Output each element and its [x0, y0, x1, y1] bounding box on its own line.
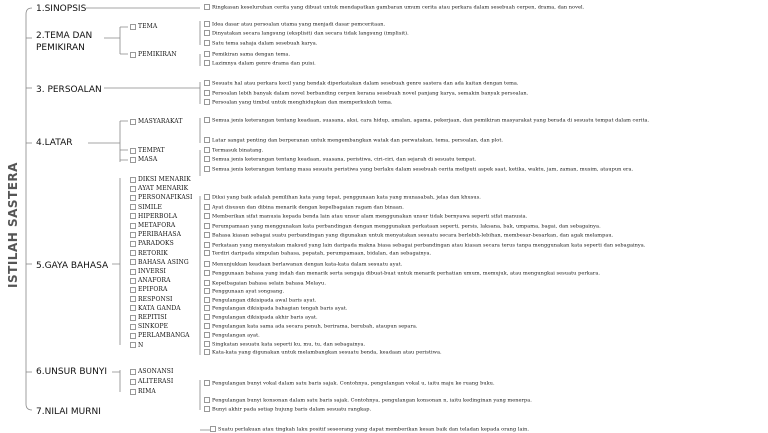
bullet-icon: [130, 296, 136, 302]
bullet-icon: [204, 270, 210, 276]
bullet-icon: [210, 426, 216, 432]
bullet-icon: [204, 137, 210, 143]
desc-persoalan-2: Persoalan lebih banyak dalam novel berbanding cerpen kerana sesebuah novel panjang karya, semakin banyak persoalan.: [204, 90, 528, 97]
sub-node-gaya-2: AYAT MENARIK: [130, 185, 188, 192]
bullet-icon: [204, 323, 210, 329]
sub-node-gaya-15: KATA GANDA: [130, 305, 181, 312]
bullet-icon: [204, 223, 210, 229]
bullet-icon: [204, 51, 210, 57]
bullet-icon: [130, 232, 136, 238]
root-title: [2, 150, 24, 300]
sub-node-gaya-1: DIKSI MENARIK: [130, 176, 191, 183]
sub-node-gaya-9: RETORIK: [130, 250, 168, 257]
bullet-icon: [204, 117, 210, 123]
bullet-icon: [130, 157, 136, 163]
bullet-icon: [204, 232, 210, 238]
bullet-icon: [204, 90, 210, 96]
bullet-icon: [130, 305, 136, 311]
sub-node-tempat: TEMPAT: [130, 147, 165, 154]
sub-node-masa: MASA: [130, 156, 157, 163]
sub-node-gaya-4: SIMILE: [130, 204, 162, 211]
category-latar: 4.LATAR: [36, 138, 73, 148]
bullet-icon: [130, 119, 136, 125]
desc-sinopsis: Ringkasan keseluruhan cerita yang dibuat untuk mendapatkan gambaran umum cerita atau perkara dalam sesebuah cerpen, drama, dan novel.: [204, 4, 584, 11]
bullet-icon: [204, 80, 210, 86]
bullet-icon: [130, 287, 136, 293]
sub-node-gaya-8: PARADOKS: [130, 240, 174, 247]
desc-gaya-16: Pengulangan ayat.: [204, 332, 260, 339]
bullet-icon: [130, 379, 136, 385]
bullet-icon: [204, 4, 210, 10]
bullet-icon: [130, 278, 136, 284]
desc-pemikiran-1: Pemikiran sama dengan tema.: [204, 51, 290, 58]
bullet-icon: [130, 148, 136, 154]
category-persoalan: 3. PERSOALAN: [36, 85, 102, 95]
sub-node-gaya-6: METAFORA: [130, 222, 175, 229]
bullet-icon: [130, 333, 136, 339]
desc-latar-peranan: Latar sangat penting dan berperanan untuk mengembangkan watak dan perwatakan, tema, persoalan, dan plot.: [204, 137, 503, 144]
bullet-icon: [130, 186, 136, 192]
desc-gaya-6: Perkataan yang menyatakan maksud yang lain daripada makna biasa sebagai perbandingan atau kiasan secara terus tanpa menggunakan kata seperti dan sebagainya.: [204, 242, 645, 249]
desc-gaya-12: Pengulangan dikisipada awal baris ayat.: [204, 297, 316, 304]
bullet-icon: [204, 397, 210, 403]
category-sinopsis: 1.SINOPSIS: [36, 4, 87, 14]
bullet-icon: [204, 288, 210, 294]
sub-node-tema: TEMA: [130, 23, 157, 30]
root-bracket: [26, 8, 32, 410]
category-gaya-bahasa: 5.GAYA BAHASA: [36, 261, 109, 271]
sub-node-masyarakat: MASYARAKAT: [130, 118, 183, 125]
bullet-icon: [204, 406, 210, 412]
bullet-icon: [130, 177, 136, 183]
sub-node-gaya-18: PERLAMBANGA: [130, 332, 190, 339]
desc-gaya-1: Diksi yang baik adalah pemilihan kata yang tepat, penggunaan kata yang munasabah, jelas dan khusus.: [204, 194, 481, 201]
desc-nilai-murni: Suatu perlakuan atau tingkah laku positif seseorang yang dapat memberikan kesan baik dan teladan kepada orang lain.: [210, 426, 529, 433]
bullet-icon: [204, 166, 210, 172]
bullet-icon: [130, 324, 136, 330]
bullet-icon: [204, 21, 210, 27]
sub-node-gaya-11: INVERSI: [130, 268, 166, 275]
desc-gaya-14: Pengulangan dikisipada akhir baris ayat.: [204, 314, 318, 321]
bullet-icon: [204, 213, 210, 219]
bullet-icon: [130, 52, 136, 58]
bullet-icon: [204, 30, 210, 36]
sub-node-asonansi: ASONANSI: [130, 368, 173, 375]
bullet-icon: [204, 380, 210, 386]
bullet-icon: [204, 314, 210, 320]
sub-node-gaya-19: N: [130, 342, 143, 349]
bullet-icon: [130, 369, 136, 375]
bullet-icon: [204, 297, 210, 303]
desc-gaya-2: Ayat disusun dan dibina menarik dengan kepelbagaian ragam dan binaan.: [204, 204, 404, 211]
bullet-icon: [130, 204, 136, 210]
bullet-icon: [130, 259, 136, 265]
bullet-icon: [130, 342, 136, 348]
bullet-icon: [204, 305, 210, 311]
bullet-icon: [130, 213, 136, 219]
bullet-icon: [204, 147, 210, 153]
desc-masa: Semua jenis keterangan tentang masa sesuatu peristiwa yang berlaku dalam sesebuah cerita meliputi aspek saat, ketika, waktu, jam, zaman, musim, ataupun era.: [204, 166, 764, 173]
bullet-icon: [130, 223, 136, 229]
sub-node-gaya-12: ANAFORA: [130, 277, 171, 284]
bullet-icon: [204, 349, 210, 355]
bullet-icon: [130, 195, 136, 201]
category-unsur-bunyi: 6.UNSUR BUNYI: [36, 367, 107, 377]
desc-gaya-13: Pengulangan dikisipada bahagian tengah baris ayat.: [204, 305, 347, 312]
desc-gaya-17: Singkatan sesuatu kata seperti ku, mu, tu, dan sebagainya.: [204, 341, 365, 348]
category-nilai-murni: 7.NILAI MURNI: [36, 407, 101, 417]
desc-rima: Bunyi akhir pada setiap hujung baris dalam sesuatu rangkap.: [204, 406, 371, 413]
sub-node-gaya-13: EPIFORA: [130, 286, 167, 293]
bullet-icon: [130, 250, 136, 256]
bullet-icon: [130, 315, 136, 321]
bullet-icon: [204, 261, 210, 267]
sub-node-gaya-16: REPITISI: [130, 314, 167, 321]
bullet-icon: [204, 280, 210, 286]
desc-tema-1: Idea dasar atau persoalan utama yang menjadi dasar pemceritaan.: [204, 21, 385, 28]
category-tema-line2: PEMIKIRAN: [36, 43, 85, 53]
sub-node-gaya-3: PERSONAFIKASI: [130, 194, 192, 201]
desc-aliterasi: Pengulangan bunyi konsonan dalam satu baris sajak. Contohnya, pengulangan konsonan n, iaitu kedinginan yang menerpa.: [204, 397, 532, 404]
bullet-icon: [130, 24, 136, 30]
desc-tempat-1: Termasuk binatang.: [204, 147, 263, 154]
sub-node-pemikiran: PEMIKIRAN: [130, 51, 177, 58]
bullet-icon: [204, 60, 210, 66]
bullet-icon: [130, 389, 136, 395]
sub-node-gaya-7: PERIBAHASA: [130, 231, 181, 238]
desc-persoalan-3: Persoalan yang timbul untuk menghidupkan dan memperkukuh tema.: [204, 99, 393, 106]
desc-tema-2: Dinyatakan secara langsung (eksplisit) dan secara tidak langsung (implisit).: [204, 30, 409, 37]
sub-node-gaya-10: BAHASA ASING: [130, 259, 189, 266]
desc-gaya-9: Penggunaan bahasa yang indah dan menarik serta sengaja dibuat-buat untuk menarik perhatian umum, memujuk, atau mengungkai sesuatu perkara.: [204, 270, 600, 277]
sub-node-gaya-17: SINKOPE: [130, 323, 168, 330]
desc-gaya-8: Menunjukkan keadaan berlawanan dengan kata-kata dalam sesuatu ayat.: [204, 261, 402, 268]
bullet-icon: [204, 156, 210, 162]
desc-gaya-4: Perumpamaan yang menggunakan kata perbandingan dengan menggunakan perkataan seperti, persis, laksana, bak, umpama, bagai, dan sebagainya.: [204, 223, 601, 230]
desc-tempat-2: Semua jenis keterangan tentang keadaan, suasana, peristiwa, ciri-ciri, dan sejarah di sesuatu tempat.: [204, 156, 476, 163]
bullet-icon: [204, 242, 210, 248]
desc-asonansi: Pengulangan bunyi vokal dalam satu baris sajak. Contohnya, pengulangan vokal u, iaitu maju ke ruang buku.: [204, 380, 495, 387]
desc-persoalan-1: Sesuatu hal atau perkara kecil yang hendak diperkatakan dalam sesebuah genre sastera dan ada kaitan dengan tema.: [204, 80, 519, 87]
desc-pemikiran-2: Lazimnya dalam genre drama dan puisi.: [204, 60, 316, 67]
root-title-text: ISTILAH SASTERA: [6, 162, 20, 288]
desc-gaya-3: Memberikan sifat manusia kepada benda lain atau unsur alam menggunakan unsur tidak bernyawa seperti sifat manusia.: [204, 213, 527, 220]
desc-gaya-7: Terdiri daripada simpulan bahasa, pepatah, perumpamaan, bidalan, dan sebagainya.: [204, 250, 431, 257]
bullet-icon: [204, 40, 210, 46]
sub-node-aliterasi: ALITERASI: [130, 378, 173, 385]
desc-masyarakat: Semua jenis keterangan tentang keadaan, suasana, aksi, cara hidup, amalan, agama, pekerjaan, dan pemikiran masyarakat yang berada di sesuatu tempat dalam cerita.: [204, 117, 764, 124]
sub-node-gaya-14: RESPONSI: [130, 296, 173, 303]
bullet-icon: [130, 241, 136, 247]
desc-gaya-15: Pengulangan kata sama ada secara penuh, berirama, berubah, ataupun separa.: [204, 323, 418, 330]
bullet-icon: [204, 99, 210, 105]
sub-node-gaya-5: HIPERBOLA: [130, 213, 177, 220]
bullet-icon: [204, 332, 210, 338]
desc-tema-3: Satu tema sahaja dalam sesebuah karya.: [204, 40, 317, 47]
bullet-icon: [204, 204, 210, 210]
desc-gaya-5: Bahasa kiasan sebagai suatu perbandingan yang digunakan untuk menyatakan sesuatu secara berlebih-lebihan, membesar-besarkan, dan agak melampau.: [204, 232, 613, 239]
bullet-icon: [204, 341, 210, 347]
bullet-icon: [204, 250, 210, 256]
sub-node-rima: RIMA: [130, 388, 156, 395]
bullet-icon: [130, 269, 136, 275]
category-tema-line1: 2.TEMA DAN: [36, 31, 93, 41]
desc-gaya-11: Penggunaan ayat songsang.: [204, 288, 284, 295]
desc-gaya-18: Kata-kata yang digunakan untuk melambangkan sesuatu benda, keadaan atau peristiwa.: [204, 349, 442, 356]
desc-gaya-10: Kepelbagaian bahasa selain bahasa Melayu.: [204, 280, 326, 287]
bullet-icon: [204, 194, 210, 200]
